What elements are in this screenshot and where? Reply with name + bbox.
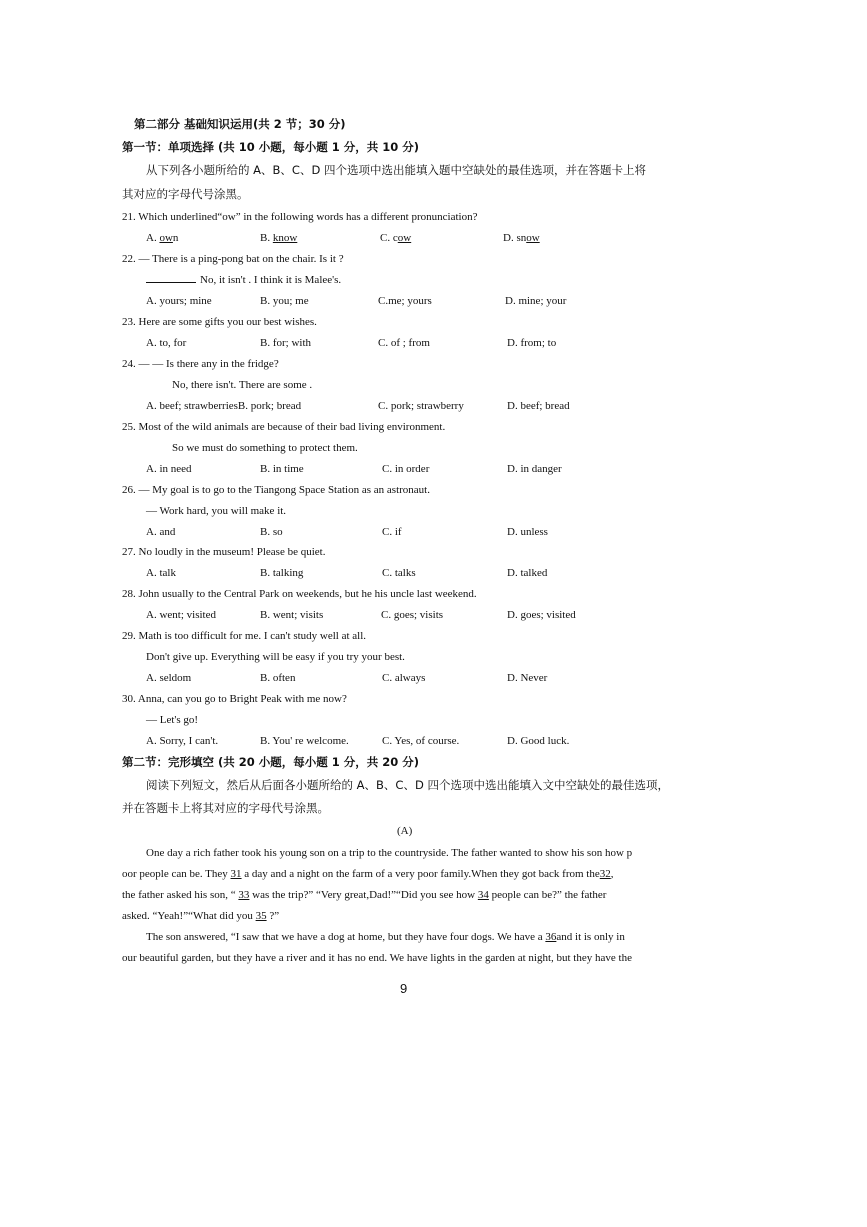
q25-option-d: D. in danger xyxy=(507,463,562,475)
section2-instruction-cont: 并在答题卡上将其对应的字母代号涂黑。 xyxy=(122,801,329,815)
q29-option-b: B. often xyxy=(260,672,296,684)
q25-option-b: B. in time xyxy=(260,463,304,475)
passage-line-4: asked. “Yeah!”“What did you 35 ?” xyxy=(122,910,280,922)
passage-line-5: The son answered, “I saw that we have a dog at home, but they have four dogs. We have a 36and it is only in xyxy=(146,931,625,943)
question-30-reply: — Let's go! xyxy=(146,714,199,726)
answer-dash xyxy=(146,276,196,283)
q28-option-a: A. went; visited xyxy=(146,609,216,621)
q25-option-c: C. in order xyxy=(382,463,430,475)
question-26-reply: — Work hard, you will make it. xyxy=(146,505,287,517)
q22-option-d: D. mine; your xyxy=(505,295,567,307)
q29-option-d: D. Never xyxy=(507,672,548,684)
blank-31: 31 xyxy=(230,868,242,880)
question-25-reply: So we must do something to protect them. xyxy=(172,442,358,454)
q22-option-c: C.me; yours xyxy=(378,295,432,307)
q30-option-d: D. Good luck. xyxy=(507,735,570,747)
q24-option-d: D. beef; bread xyxy=(507,400,570,412)
passage-line-6: our beautiful garden, but they have a river and it has no end. We have lights in the garden at night, but they have the xyxy=(122,952,632,964)
q21-option-d: D. snow xyxy=(503,232,540,244)
q27-option-c: C. talks xyxy=(382,567,416,579)
q24-option-c: C. pork; strawberry xyxy=(378,400,464,412)
section2-title: 第二节：完形填空 (共 20 小题，每小题 1 分，共 20 分) xyxy=(122,755,420,769)
q29-option-a: A. seldom xyxy=(146,672,192,684)
question-28-stem: 28. John usually to the Central Park on weekends, but he his uncle last weekend. xyxy=(122,588,477,600)
q26-option-c: C. if xyxy=(382,526,402,538)
q30-option-b: B. You' re welcome. xyxy=(260,735,349,747)
q27-option-a: A. talk xyxy=(146,567,176,579)
question-25-stem: 25. Most of the wild animals are because of their bad living environment. xyxy=(122,421,446,433)
question-21-stem: 21. Which underlined“ow” in the following words has a different pronunciation? xyxy=(122,211,478,223)
question-29-reply: Don't give up. Everything will be easy if you try your best. xyxy=(146,651,405,663)
page-number: 9 xyxy=(400,981,408,996)
q25-option-a: A. in need xyxy=(146,463,192,475)
q29-option-c: C. always xyxy=(382,672,426,684)
section1-instruction: 从下列各小题所给的 A、B、C、D 四个选项中选出能填入题中空缺处的最佳选项，并在答题卡上将 xyxy=(146,163,646,177)
q22-option-b: B. you; me xyxy=(260,295,309,307)
question-24-stem: 24. — — Is there any in the fridge? xyxy=(122,358,279,370)
q23-option-c: C. of ; from xyxy=(378,337,430,349)
blank-34: 34 xyxy=(477,889,489,901)
q30-option-c: C. Yes, of course. xyxy=(382,735,460,747)
question-30-stem: 30. Anna, can you go to Bright Peak with me now? xyxy=(122,693,347,705)
q21-option-b: B. know xyxy=(260,232,298,244)
blank-32: 32 xyxy=(599,868,611,880)
question-27-stem: 27. No loudly in the museum! Please be quiet. xyxy=(122,546,326,558)
q27-option-b: B. talking xyxy=(260,567,304,579)
passage-line-1: One day a rich father took his young son on a trip to the countryside. The father wanted to show his son how p xyxy=(146,847,633,859)
q26-option-b: B. so xyxy=(260,526,283,538)
q24-option-ab: A. beef; strawberriesB. pork; bread xyxy=(146,400,302,412)
section2-instruction: 阅读下列短文，然后从后面各小题所给的 A、B、C、D 四个选项中选出能填入文中空缺处的最佳选项， xyxy=(146,778,669,792)
blank-35: 35 xyxy=(255,910,267,922)
question-22-reply: No, it isn't . I think it is Malee's. xyxy=(146,273,341,287)
question-26-stem: 26. — My goal is to go to the Tiangong Space Station as an astronaut. xyxy=(122,484,430,496)
q23-option-b: B. for; with xyxy=(260,337,312,349)
question-24-reply: No, there isn't. There are some . xyxy=(172,379,313,391)
part-title: 第二部分 基础知识运用(共 2 节；30 分) xyxy=(134,117,346,131)
q30-option-a: A. Sorry, I can't. xyxy=(146,735,219,747)
q26-option-d: D. unless xyxy=(507,526,548,538)
passage-line-2: oor people can be. They 31 a day and a night on the farm of a very poor family.When they got back from the32, xyxy=(122,868,614,880)
section1-title: 第一节：单项选择 (共 10 小题，每小题 1 分，共 10 分) xyxy=(122,140,420,154)
q28-option-c: C. goes; visits xyxy=(381,609,444,621)
blank-33: 33 xyxy=(238,889,250,901)
q28-option-d: D. goes; visited xyxy=(507,609,576,621)
q28-option-b: B. went; visits xyxy=(260,609,324,621)
q27-option-d: D. talked xyxy=(507,567,548,579)
passage-line-3: the father asked his son, “ 33 was the trip?” “Very great,Dad!”“Did you see how 34 people can be?” the father xyxy=(122,889,607,901)
question-29-stem: 29. Math is too difficult for me. I can't study well at all. xyxy=(122,630,367,642)
question-23-stem: 23. Here are some gifts you our best wishes. xyxy=(122,316,317,328)
q21-option-c: C. cow xyxy=(380,232,412,244)
question-22-stem: 22. — There is a ping-pong bat on the chair. Is it ? xyxy=(122,253,344,265)
q23-option-d: D. from; to xyxy=(507,337,557,349)
q26-option-a: A. and xyxy=(146,526,176,538)
q22-option-a: A. yours; mine xyxy=(146,295,212,307)
q23-option-a: A. to, for xyxy=(146,337,187,349)
section1-instruction-cont: 其对应的字母代号涂黑。 xyxy=(122,187,249,201)
blank-36: 36 xyxy=(545,931,557,943)
passage-label: (A) xyxy=(397,825,413,837)
q21-option-a: A. own xyxy=(146,232,179,244)
